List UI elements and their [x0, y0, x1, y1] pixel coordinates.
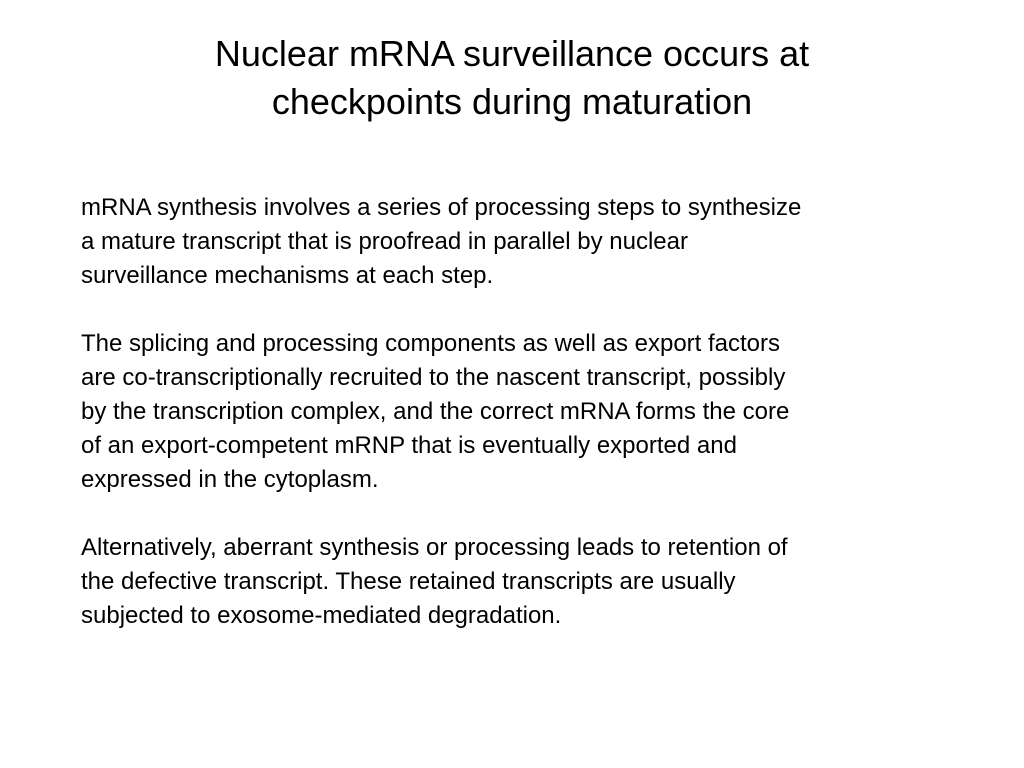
paragraph-line: the defective transcript. These retained transcripts are usually [81, 568, 736, 595]
paragraph-line: surveillance mechanisms at each step. [81, 262, 494, 289]
paragraph-degradation [81, 531, 951, 633]
title-line: Nuclear mRNA surveillance occurs at [214, 33, 810, 74]
paragraph-line: of an export-competent mRNP that is eventually exported and [81, 432, 737, 459]
paragraph-line: mRNA synthesis involves a series of processing steps to synthesize [81, 194, 802, 221]
paragraph-line: The splicing and processing components as well as export factors [81, 330, 781, 357]
paragraph-line: by the transcription complex, and the correct mRNA forms the core [81, 398, 790, 425]
slide-title [110, 30, 914, 126]
paragraph-line: subjected to exosome-mediated degradation. [81, 602, 562, 629]
slide-body [81, 191, 951, 667]
paragraph-line: a mature transcript that is proofread in parallel by nuclear [81, 228, 688, 255]
paragraph-line: expressed in the cytoplasm. [81, 466, 379, 493]
title-line: checkpoints during maturation [271, 81, 753, 122]
paragraph-line: are co-transcriptionally recruited to the nascent transcript, possibly [81, 364, 786, 391]
paragraph-line: Alternatively, aberrant synthesis or processing leads to retention of [81, 534, 788, 561]
paragraph-recruitment [81, 327, 951, 497]
paragraph-synthesis [81, 191, 951, 293]
